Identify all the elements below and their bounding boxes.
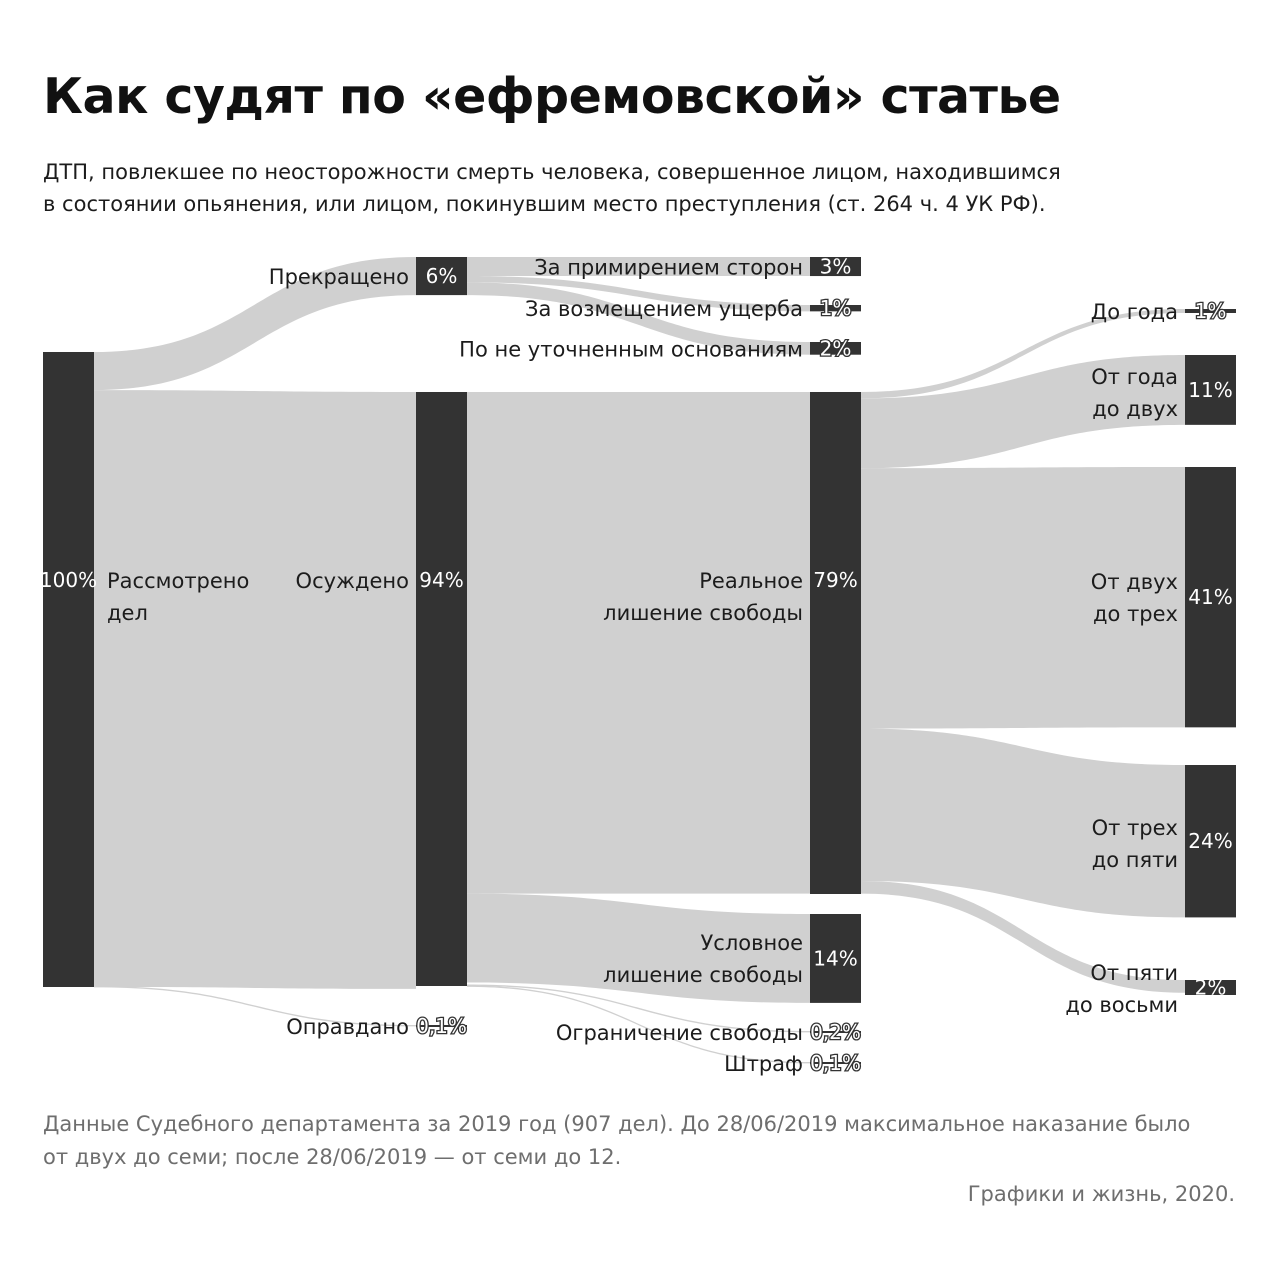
credit-line: Графики и жизнь, 2020. — [967, 1182, 1235, 1206]
footnote-line-1: Данные Судебного департамента за 2019 год (907 дел). До 28/06/2019 максимальное наказание было — [43, 1112, 1191, 1136]
label-restriction: Ограничение свободы — [555, 1021, 803, 1045]
percent-y1_2: 11% — [1188, 377, 1233, 402]
label-y3_5-line-2: до пяти — [1091, 848, 1178, 872]
percent-y2_3: 41% — [1188, 585, 1233, 610]
percent-reconciliation: 3% — [819, 254, 852, 279]
percent-real: 79% — [813, 568, 858, 592]
label-reconciliation: За примирением сторон — [534, 255, 803, 280]
percent-acquitted: 0,1% — [416, 1014, 467, 1038]
label-real-line-1: Реальное — [699, 569, 803, 593]
flow-total-to-convicted — [94, 390, 416, 989]
subtitle-line-1: ДТП, повлекшее по неосторожности смерть человека, совершенное лицом, находившимся — [43, 160, 1061, 184]
sankey-links — [94, 254, 1185, 1063]
label-y1_2-line-1: От года — [1091, 365, 1178, 389]
percent-restriction: 0,2% — [810, 1020, 861, 1044]
flow-convicted-to-real — [467, 392, 810, 894]
percent-compensation: 1% — [819, 296, 852, 321]
label-compensation: За возмещением ущерба — [525, 297, 803, 322]
percent-y3_5: 24% — [1188, 829, 1233, 854]
label-y2_3-line-1: От двух — [1090, 570, 1178, 594]
label-real-line-2: лишение свободы — [603, 601, 803, 625]
percent-total: 100% — [39, 568, 98, 592]
subtitle-line-2: в состоянии опьянения, или лицом, покинувшим место преступления (ст. 264 ч. 4 УК РФ). — [43, 192, 1046, 216]
label-y3_5-line-1: От трех — [1091, 816, 1178, 840]
label-total-line-2: дел — [107, 601, 148, 625]
label-under1: До года — [1090, 300, 1178, 324]
label-convicted: Осуждено — [295, 569, 409, 593]
percent-fine: 0,1% — [810, 1051, 861, 1075]
percent-unspecified: 2% — [819, 336, 852, 361]
label-acquitted: Оправдано — [286, 1015, 409, 1039]
percent-conditional: 14% — [813, 946, 858, 971]
label-y1_2-line-2: до двух — [1092, 397, 1178, 421]
percent-under1: 1% — [1194, 299, 1227, 323]
node-convicted — [416, 392, 467, 986]
label-unspecified: По не уточненным основаниям — [459, 337, 803, 362]
percent-y5_8: 2% — [1194, 975, 1227, 1000]
label-conditional-line-2: лишение свободы — [603, 963, 803, 987]
node-real — [810, 392, 861, 894]
label-terminated: Прекращено — [268, 265, 409, 290]
percent-convicted: 94% — [419, 568, 464, 592]
label-total-line-1: Рассмотрено — [107, 569, 250, 593]
chart-title: Как судят по «ефремовской» статье — [43, 68, 1061, 125]
percent-terminated: 6% — [425, 264, 458, 289]
label-conditional-line-1: Условное — [700, 931, 803, 955]
node-total — [43, 352, 94, 987]
label-y5_8-line-2: до восьми — [1065, 993, 1178, 1017]
label-fine: Штраф — [724, 1052, 803, 1076]
footnote-line-2: от двух до семи; после 28/06/2019 — от семи до 12. — [43, 1145, 622, 1169]
label-y2_3-line-2: до трех — [1093, 602, 1178, 626]
label-y5_8-line-1: От пяти — [1090, 961, 1178, 985]
flow-real-to-y2_3 — [861, 467, 1185, 729]
source-footnote — [43, 1108, 1243, 1174]
